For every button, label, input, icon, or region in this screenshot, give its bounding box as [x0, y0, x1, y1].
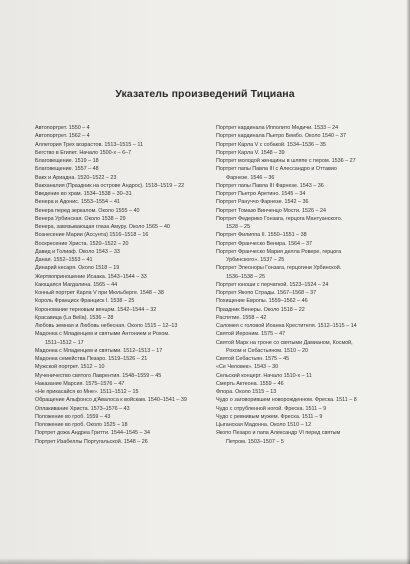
index-entry: Кающаяся Магдалина. 1565 – 44 [35, 281, 118, 288]
index-entry: Положение во гроб. 1559 – 43 [35, 413, 111, 420]
index-entry: 1528 – 25 [226, 224, 250, 230]
index-entry: Портрет папы Павла III Фарнезе. 1543 – 36 [216, 182, 324, 189]
index-entry: Любовь земная и Любовь небесная. Около 1515 – 12–13 [35, 323, 178, 329]
index-entry: Давид и Голиаф. Около 1543 – 33 [35, 248, 120, 255]
index-entry: Автопортрет. 1550 – 4 [35, 125, 90, 131]
index-entry: Праздник Венеры. Около 1518 – 22 [216, 306, 305, 313]
page-title: Указатель произведений Тициана [115, 88, 295, 100]
index-entry: Портрет Федерико Гонзага, герцога Мантуанского. [216, 215, 343, 222]
index-entry: Святой Марк на троне со святыми Дамианом, Космой, [216, 339, 353, 346]
index-entry: Венера Урбинская. Около 1538 – 29 [35, 215, 126, 222]
index-entry: Фарнезе. 1546 – 36 [226, 174, 275, 181]
index-entry: Саломея с головой Иоанна Крестителя. 1512–1515 – 14 [216, 323, 357, 329]
index-column-right [216, 124, 386, 446]
index-entry: Красавица (La Bella). 1536 – 28 [35, 314, 114, 321]
index-entry: Портрет Филиппа II. 1550–1551 – 38 [216, 232, 307, 239]
index-entry: Портрет Томазо Винченцо Мости. 1526 – 24 [216, 207, 327, 214]
index-entry: Портрет Изабеллы Португальской. 1548 – 26 [35, 438, 148, 445]
index-entry: 1536–1538 – 25 [226, 273, 265, 280]
index-entry: Портрет юноши с перчаткой. 1523–1524 – 24 [216, 281, 329, 288]
index-entry: Наказание Марсия. 1575–1576 – 47 [35, 380, 125, 387]
index-entry: Мужской портрет. 1512 – 10 [35, 364, 105, 371]
index-entry: Чудо с отрубленной ногой. Фреска. 1511 – 9 [216, 405, 327, 412]
index-entry: Мадонна с Младенцем и святыми. 1512–1513 – 17 [35, 347, 163, 354]
index-entry: Оплакивание Христа. 1573–1576 – 43 [35, 405, 130, 412]
index-entry: Портрет молодой женщины в шляпе с пером. 1536 – 27 [216, 158, 356, 164]
index-entry: Распятие. 1558 – 42 [216, 314, 267, 321]
index-entry: Воскресение Христа. 1520–1522 – 20 [35, 240, 129, 247]
index-entry: Положение во гроб. Около 1525 – 18 [35, 422, 128, 428]
index-entry: Портрет дожа Андреа Гритти. 1544–1545 – 34 [35, 430, 150, 437]
index-entry: Якопо Пезаро и папа Александр VI перед святым [216, 430, 341, 437]
index-entry: Жертвоприношение Исаака. 1543–1544 – 33 [35, 273, 147, 280]
index-entry: Портрет Якопо Страды. 1567–1568 – 37 [216, 290, 317, 296]
index-entry: Даная. 1552–1553 – 41 [35, 257, 93, 263]
index-entry: Портрет Карла V с собакой. 1534–1536 – 35 [216, 141, 326, 148]
index-entry: Флора. Около 1515 – 13 [216, 389, 277, 395]
index-column-left [35, 124, 205, 446]
index-entry: Портрет Рануччо Фарнезе. 1542 – 36 [216, 199, 309, 206]
index-entry: Благовещение. 1557 – 48 [35, 166, 99, 173]
index-entry: Венера, завязывающая глаза Амуру. Около 1565 – 40 [35, 224, 170, 230]
index-entry: Похищение Европы. 1559–1562 – 46 [216, 298, 308, 305]
index-entry: Аллегория Трех возрастов. 1513–1515 – 11 [35, 141, 143, 148]
index-entry: Цыганская Мадонна. Около 1510 – 12 [216, 422, 312, 428]
index-entry: Коронование терновым венцом. 1542–1544 – 32 [35, 306, 157, 313]
index-entry: Мадонна семейства Пезаро. 1519–1526 – 21 [35, 356, 148, 362]
index-entry: Вакх и Ариадна. 1520–1522 – 23 [35, 174, 117, 181]
index-entry: Вознесение Марии (Ассунта) 1516–1518 – 16 [35, 232, 149, 239]
index-entry: Введение во храм. 1534–1538 – 30–31 [35, 191, 132, 197]
index-entry: 1511–1512 – 17 [45, 339, 84, 346]
index-entry: Бегство в Египет. Начало 1500-х – 6–7 [35, 149, 132, 156]
index-entry: Венера перед зеркалом. Около 1555 – 40 [35, 207, 140, 214]
index-entry: Урбинского». 1537 – 25 [226, 257, 285, 263]
index-entry: Король Франциск Франциск I. 1538 – 25 [35, 298, 135, 305]
index-entry: Чудо о заговорившем новорожденном. Фреска. 1511 – 8 [216, 397, 357, 404]
index-entry: Портрет Пьетро Аретино. 1545 – 34 [216, 191, 306, 197]
index-entry: Портрет кардинала Ипполито Медичи. 1533 – 24 [216, 125, 339, 131]
page-bottom-shadow [0, 558, 410, 564]
index-entry: Портрет Карла V. 1548 – 39 [216, 149, 285, 156]
index-entry: Портрет папы Павла III с Алессандро и Оттавио [216, 166, 337, 173]
index-entry: Святой Иероним. 1575 – 47 [216, 331, 286, 338]
index-entry: Мученичество святого Лаврентия. 1548–1559 – 45 [35, 372, 162, 379]
index-entry: Чудо с ревнивым мужем. Фреска. 1511 – 9 [216, 413, 323, 420]
index-entry: Петром. 1503–1507 – 5 [226, 438, 284, 445]
index-entry: Обращение Альфонсо д'Авалоса к войскам. 1540–1541 – 39 [35, 397, 187, 404]
index-entry: Портрет Франческо Мария делла Ровере, герцога [216, 248, 342, 255]
index-entry: Венера и Адонис. 1553–1554 – 41 [35, 199, 120, 206]
index-entry: Благовещение. 1519 – 18 [35, 158, 99, 164]
index-entry: Сельский концерт. Начало 1510-х – 11 [216, 372, 312, 379]
index-entry: «Се Человек». 1543 – 30 [216, 364, 279, 371]
index-entry: Святой Себастьян. 1575 – 45 [216, 356, 290, 362]
index-entry: Рохом и Себастьяном. 1510 – 20 [226, 347, 308, 354]
index-entry: Портрет кардинала Пьетро Бембо. Около 1540 – 37 [216, 133, 347, 140]
index-entry: Автопортрет. 1562 – 4 [35, 133, 90, 140]
index-entry: Портрет Элеоноры Гонзага, герцогини Урбинской. [216, 265, 342, 272]
index-entry: Портрет Франческо Венира. 1564 – 37 [216, 240, 313, 247]
index-entry: «Не прикасайся ко Мне». 1511–1512 – 15 [35, 389, 139, 395]
index-entry: Вакханалия (Праздник на острове Андрос). 1518–1519 – 22 [35, 182, 185, 189]
page-edge-shadow [406, 0, 410, 564]
index-entry: Конный портрет Карла V при Мюльберге. 1548 – 38 [35, 290, 164, 296]
index-entry: Мадонна с Младенцем и святыми Антонием и Рохом. [35, 331, 170, 338]
index-entry: Смерть Актеона. 1559 – 46 [216, 380, 284, 387]
index-entry: Динарий кесаря. Около 1518 – 19 [35, 265, 120, 272]
